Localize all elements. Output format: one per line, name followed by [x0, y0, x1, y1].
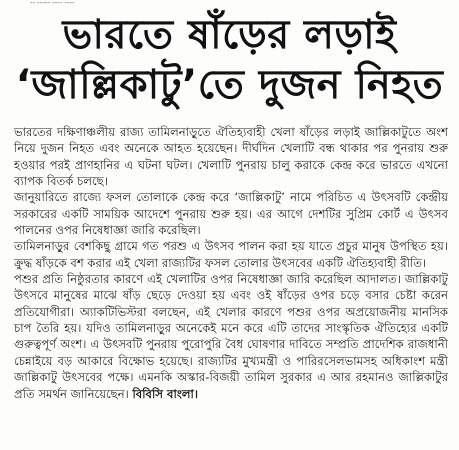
headline-line-1: ভারতে ষাঁড়ের লড়াই: [62, 12, 397, 58]
paragraph-4-text: পশুর প্রতি নিষ্ঠুরতার কারণে এই খেলাটির ওপর নিষেধাজ্ঞা জারি করেছিল আদালত। জাল্লিকাটু উৎসবে মানুষের মাঝে ষাঁড় ছেড়ে দেওয়া হয় এবং ওই ষাঁড়ের ওপর চড়ে বসার চেষ্টা করেন প্রতিযোগীরা। অ্যাকটিভিস্টরা বলছেন, এই খেলার কারণে পশুর ওপর অপ্রয়োজনীয় মানসিক চাপ তৈরি হয়। যদিও তামিলনাড়ুর অনেকেই মনে করে এটি তাদের সাংস্কৃতিক ঐতিহ্যের একটি গুরুত্বপূর্ণ অংশ। এ উৎসবটি পুনরায় পুরোপুরি বৈধ ঘোষণার দাবিতে সম্প্রতি প্রাদেশিক রাজধানী চেন্নাইয়ে বড় আকারে বিক্ষোভ হয়েছে। রাজ্যটির মুখ্যমন্ত্রী ও পারিরসেলভামসহ অধিকাংশ মন্ত্রী জাল্লিকাটু উৎসবের পক্ষে। এমনকি অস্কার-বিজয়ী তামিল সুরকার এ আর রহমানও জাল্লিকাটুর প্রতি সমর্থন জানিয়েছেন।: [14, 272, 448, 401]
cut-off-text-fragment: -- ----- ---- ----: [30, 0, 75, 6]
paragraph-4: [14, 271, 448, 402]
headline: [6, 10, 453, 110]
paragraph-1: ভারতের দক্ষিণাঞ্চলীয় রাজ্য তামিলনাড়ুতে ঐতিহ্যবাহী খেলা ষাঁড়ের লড়াই জাল্লিকাটুতে অংশ নিয়ে দুজন নিহত এবং অনেকে আহত হয়েছেন। দীর্ঘদিন খেলাটি বন্ধ থাকার পর পুনরায় শুরু হওয়ার পরই প্রাণহানির এ ঘটনা ঘটল। খেলাটি পুনরায় চালু করাকে কেন্দ্র করে ভারতে এখনো ব্যাপক বিতর্ক চলছে।: [14, 125, 448, 189]
paragraph-3: তামিলনাড়ুর বেশকিছু গ্রামে গত পরশু এ উৎসব পালন করা হয় যাতে প্রচুর মানুষ উপস্থিত হয়। ক্রুদ্ধ ষাঁড়কে বশ করার এই খেলা রাজ্যটির ফসল তোলার উৎসবের একটি ঐতিহ্যবাহী রীতি।: [14, 239, 448, 270]
article-body: [14, 124, 448, 402]
source-credit: বিবিসি বাংলা।: [132, 386, 198, 401]
paragraph-2: জানুয়ারিতে রাজ্যে ফসল তোলাকে কেন্দ্র করে ‘জাল্লিকাটু’ নামে পরিচিত এ উৎসবটি কেন্দ্রীয় সরকারের একটি সাময়িক আদেশে পুনরায় শুরু হয়। এর আগে দেশটির সুপ্রিম কোর্ট এ উৎসব পালনের ওপর নিষেধাজ্ঞা জারি করেছিল।: [14, 190, 448, 238]
headline-line-2: ‘জাল্লিকাটু’তে দুজন নিহত: [15, 62, 444, 108]
